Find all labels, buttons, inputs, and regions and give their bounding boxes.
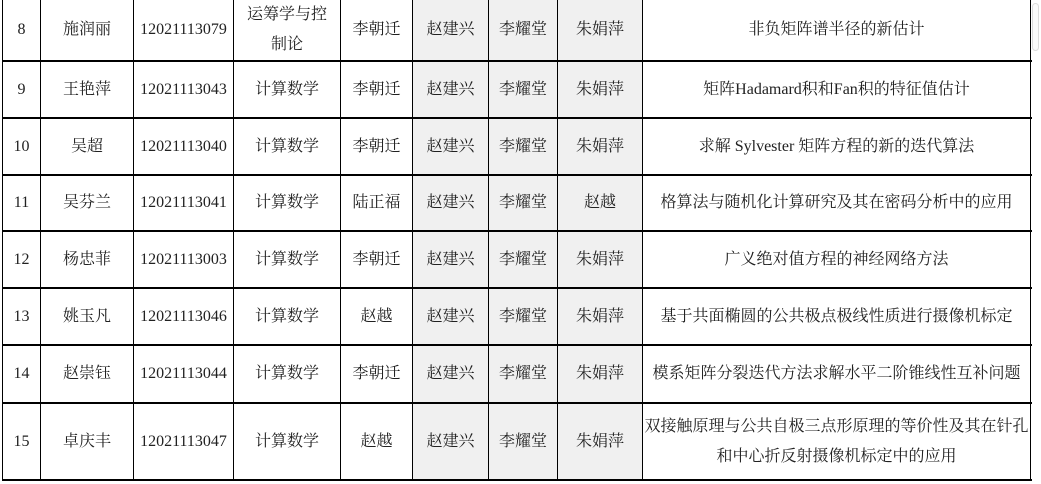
student-name-cell: 吴超	[41, 119, 134, 174]
scrollbar-thumb[interactable]	[1032, 3, 1039, 51]
student-id-cell: 12021113040	[134, 119, 234, 174]
committee-2-cell: 李耀堂	[489, 119, 558, 174]
row-number-cell: 13	[3, 289, 41, 344]
committee-3-cell: 朱娟萍	[558, 346, 643, 402]
major-cell: 计算数学	[234, 232, 341, 287]
committee-2-cell: 李耀堂	[489, 346, 558, 402]
thesis-title-cell: 模系矩阵分裂迭代方法求解水平二阶锥线性互补问题	[643, 346, 1031, 402]
table-row	[3, 176, 1032, 232]
student-name-cell: 杨忠菲	[41, 232, 134, 287]
committee-1-cell: 赵建兴	[413, 0, 489, 60]
committee-2-cell: 李耀堂	[489, 62, 558, 117]
row-number-cell: 14	[3, 346, 41, 402]
major-cell: 计算数学	[234, 119, 341, 174]
committee-1-cell: 赵建兴	[413, 119, 489, 174]
thesis-title-cell: 双接触原理与公共自极三点形原理的等价性及其在针孔和中心折反射摄像机标定中的应用	[643, 404, 1031, 479]
student-id-cell: 12021113043	[134, 62, 234, 117]
thesis-title-cell: 非负矩阵谱半径的新估计	[643, 0, 1031, 60]
row-number-cell: 12	[3, 232, 41, 287]
major-cell: 计算数学	[234, 404, 341, 479]
thesis-title-cell: 求解 Sylvester 矩阵方程的新的迭代算法	[643, 119, 1031, 174]
committee-3-cell: 朱娟萍	[558, 404, 643, 479]
committee-2-cell: 李耀堂	[489, 232, 558, 287]
thesis-title-cell: 矩阵Hadamard积和Fan积的特征值估计	[643, 62, 1031, 117]
table-row	[3, 62, 1032, 119]
student-name-cell: 姚玉凡	[41, 289, 134, 344]
student-name-cell: 赵崇钰	[41, 346, 134, 402]
table-row	[3, 119, 1032, 176]
student-id-cell: 12021113047	[134, 404, 234, 479]
committee-1-cell: 赵建兴	[413, 289, 489, 344]
advisor-cell: 李朝迁	[341, 346, 413, 402]
advisor-cell: 李朝迁	[341, 62, 413, 117]
major-cell: 计算数学	[234, 289, 341, 344]
committee-3-cell: 朱娟萍	[558, 0, 643, 60]
row-number-cell: 11	[3, 176, 41, 230]
major-cell: 计算数学	[234, 62, 341, 117]
student-id-cell: 12021113044	[134, 346, 234, 402]
student-name-cell: 施润丽	[41, 0, 134, 60]
table-row	[3, 346, 1032, 404]
table-row	[3, 404, 1032, 481]
committee-1-cell: 赵建兴	[413, 62, 489, 117]
table-row	[3, 0, 1032, 62]
row-number-cell: 8	[3, 0, 41, 60]
thesis-title-cell: 基于共面椭圆的公共极点极线性质进行摄像机标定	[643, 289, 1031, 344]
committee-1-cell: 赵建兴	[413, 232, 489, 287]
thesis-title-cell: 格算法与随机化计算研究及其在密码分析中的应用	[643, 176, 1031, 230]
committee-2-cell: 李耀堂	[489, 404, 558, 479]
advisor-cell: 李朝迁	[341, 119, 413, 174]
committee-2-cell: 李耀堂	[489, 0, 558, 60]
table-row	[3, 289, 1032, 346]
committee-3-cell: 朱娟萍	[558, 289, 643, 344]
student-id-cell: 12021113003	[134, 232, 234, 287]
row-number-cell: 15	[3, 404, 41, 479]
advisor-cell: 李朝迁	[341, 0, 413, 60]
committee-1-cell: 赵建兴	[413, 346, 489, 402]
committee-3-cell: 朱娟萍	[558, 232, 643, 287]
student-id-cell: 12021113046	[134, 289, 234, 344]
advisor-cell: 陆正福	[341, 176, 413, 230]
advisor-cell: 赵越	[341, 289, 413, 344]
student-name-cell: 王艳萍	[41, 62, 134, 117]
thesis-defense-table	[2, 0, 1032, 481]
major-cell: 运筹学与控制论	[234, 0, 341, 60]
thesis-title-cell: 广义绝对值方程的神经网络方法	[643, 232, 1031, 287]
committee-2-cell: 李耀堂	[489, 176, 558, 230]
student-id-cell: 12021113079	[134, 0, 234, 60]
committee-3-cell: 朱娟萍	[558, 62, 643, 117]
student-name-cell: 吴芬兰	[41, 176, 134, 230]
major-cell: 计算数学	[234, 176, 341, 230]
table-row	[3, 232, 1032, 289]
advisor-cell: 赵越	[341, 404, 413, 479]
student-id-cell: 12021113041	[134, 176, 234, 230]
major-cell: 计算数学	[234, 346, 341, 402]
committee-1-cell: 赵建兴	[413, 404, 489, 479]
student-name-cell: 卓庆丰	[41, 404, 134, 479]
row-number-cell: 10	[3, 119, 41, 174]
advisor-cell: 李朝迁	[341, 232, 413, 287]
committee-1-cell: 赵建兴	[413, 176, 489, 230]
row-number-cell: 9	[3, 62, 41, 117]
committee-2-cell: 李耀堂	[489, 289, 558, 344]
committee-3-cell: 朱娟萍	[558, 119, 643, 174]
committee-3-cell: 赵越	[558, 176, 643, 230]
